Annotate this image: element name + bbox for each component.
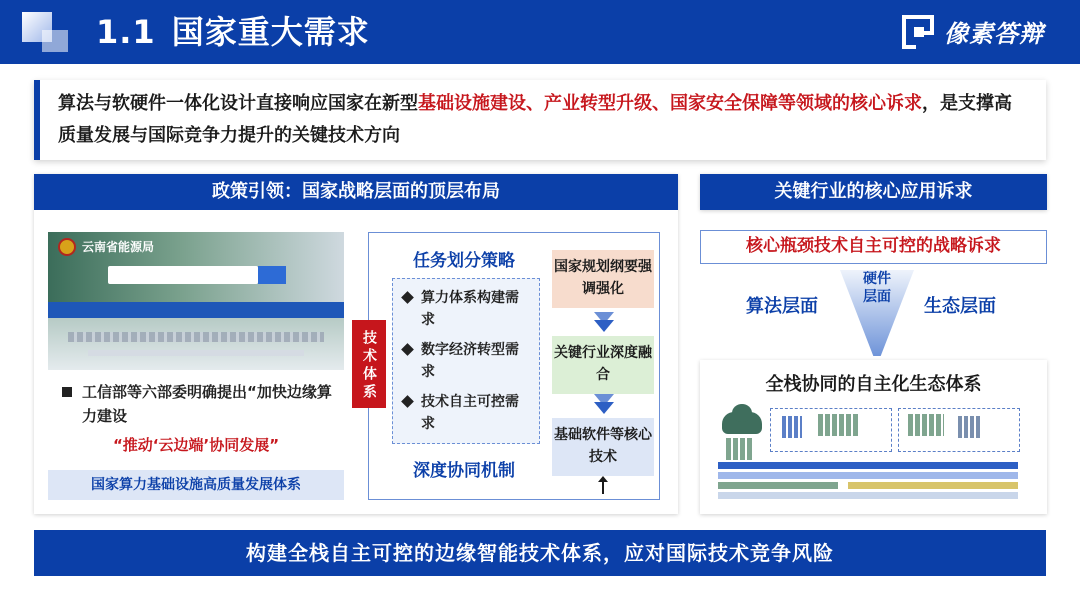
list-item [401, 287, 531, 331]
policy-bullet [58, 380, 338, 428]
task-strategy-title: 任务划分策略 [413, 251, 515, 271]
intro-part2: ，是支撑高质量发展与国际竞争力提升的关键技术方向 [58, 93, 1012, 146]
task-list [392, 278, 540, 444]
task-item-text: 算力体系构建需求 [421, 290, 519, 328]
screenshot-search-box [108, 266, 258, 284]
header-bar [0, 0, 1080, 64]
arrow-up-icon [602, 480, 604, 494]
cloud-icon [722, 412, 762, 434]
layer-ecosystem: 生态层面 [924, 296, 996, 317]
application-panel-title: 关键行业的核心应用诉求 [700, 174, 1047, 210]
layer-hardware: 硬件层面 [863, 271, 891, 305]
diamond-bullet-icon [401, 395, 414, 408]
layer-algorithm: 算法层面 [746, 296, 818, 317]
page-title [96, 10, 370, 54]
header-decoration-icon [22, 12, 72, 52]
square-bullet-icon [62, 387, 72, 397]
conclusion-banner: 构建全栈自主可控的边缘智能技术体系，应对国际技术竞争风险 [34, 530, 1046, 576]
screenshot-headline-blur [68, 332, 324, 342]
policy-bullet-card [48, 370, 344, 466]
task-item-text: 数字经济转型需求 [421, 342, 519, 380]
flow-step-core-tech: 基础软件等核心技术 [552, 418, 654, 476]
tech-system-tag: 技术体系 [352, 320, 386, 408]
logo-text: 像素答辩 [944, 20, 1044, 48]
screenshot-nav-bar [48, 302, 344, 318]
policy-panel-title: 政策引领：国家战略层面的顶层布局 [34, 174, 678, 210]
chevron-down-icon [594, 312, 614, 332]
k8s-layer-bar [848, 482, 1018, 489]
coop-mechanism-title: 深度协同机制 [413, 461, 515, 481]
national-emblem-icon [58, 238, 76, 256]
ecosystem-diagram [718, 404, 1028, 504]
screenshot-search-icon [258, 266, 286, 284]
system-bar: 国家算力基础设施高质量发展体系 [48, 470, 344, 500]
section-title: 国家重大需求 [171, 13, 370, 51]
intro-statement [34, 80, 1046, 160]
list-item [401, 339, 531, 383]
factory-icon [908, 414, 944, 436]
camera-icon [958, 416, 982, 438]
diamond-bullet-icon [401, 343, 414, 356]
diamond-bullet-icon [401, 291, 414, 304]
funnel-graphic [840, 270, 914, 356]
brand-logo [902, 14, 1044, 49]
chevron-down-icon [594, 394, 614, 414]
flow-step-industry: 关键行业深度融合 [552, 336, 654, 394]
screenshot-subline-blur [88, 350, 304, 356]
storage-layer-bar [718, 492, 1018, 499]
policy-quote: “推动‘云边端’协同发展” [112, 436, 280, 454]
screenshot-site-name: 云南省能源局 [82, 240, 155, 254]
logo-icon [902, 15, 936, 49]
list-item [401, 391, 531, 435]
intro-part1: 算法与软硬件一体化设计直接响应国家在新型 [58, 93, 418, 114]
intro-highlight: 基础设施建设、产业转型升级、国家安全保障等领域的核心诉求 [418, 93, 922, 114]
application-panel [700, 174, 1047, 210]
server-rack-icon [726, 438, 754, 460]
engine-layer-bar [718, 482, 838, 489]
workload-layer-bar [718, 472, 1018, 479]
core-demand-box: 核心瓶颈技术自主可控的战略诉求 [700, 230, 1047, 264]
edge-node-grid-icon [818, 414, 858, 436]
section-number: 1.1 [96, 13, 156, 51]
ecosystem-box [700, 360, 1047, 514]
ecosystem-title: 全栈协同的自主化生态体系 [765, 374, 982, 395]
policy-panel [34, 174, 678, 514]
wireless-device-icon [782, 416, 802, 438]
platform-layer-bar [718, 462, 1018, 469]
flow-step-planning: 国家规划纲要强调强化 [552, 250, 654, 308]
policy-bullet-text: 工信部等六部委明确提出“加快边缘算力建设 [82, 383, 332, 425]
policy-website-screenshot [48, 232, 344, 372]
task-item-text: 技术自主可控需求 [421, 394, 519, 432]
